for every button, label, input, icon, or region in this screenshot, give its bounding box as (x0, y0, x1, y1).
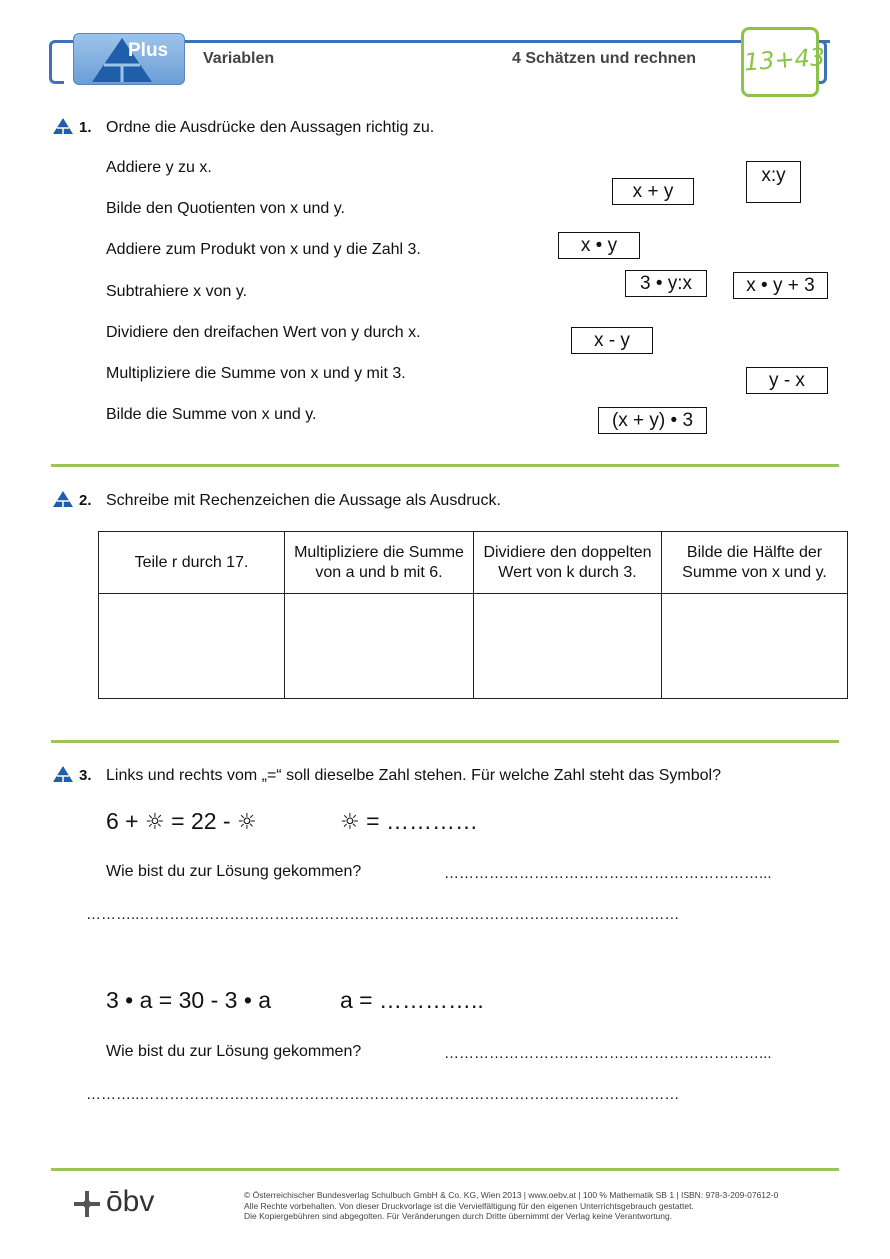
statement: Addiere zum Produkt von x und y die Zahl 3. (106, 241, 421, 258)
copyright-line: Alle Rechte vorbehalten. Von dieser Druckvorlage ist die Vervielfältigung für den eigenen Unterrichtsgebrauch gestattet. (244, 1200, 694, 1211)
table-answer-row (99, 594, 848, 699)
expression-box[interactable]: y - x (746, 367, 828, 394)
publisher-mark-icon (73, 1190, 101, 1218)
chapter-title: 4 Schätzen und rechnen (512, 50, 697, 67)
expression-box[interactable]: x - y (571, 327, 653, 354)
statement: Bilde den Quotienten von x und y. (106, 200, 345, 217)
header-bracket-left (49, 40, 64, 84)
task1-instruction: Ordne die Ausdrücke den Aussagen richtig zu. (106, 119, 435, 136)
sun-icon: ☼ (145, 810, 165, 835)
answer-cell[interactable] (285, 594, 474, 699)
difficulty-icon (53, 117, 73, 134)
answer-cell[interactable] (99, 594, 285, 699)
statement: Addiere y zu x. (106, 159, 212, 176)
publisher-logo: ōbv (106, 1185, 155, 1218)
logo-label: Plus (128, 40, 169, 61)
expression-box[interactable]: x • y + 3 (733, 272, 828, 299)
answer-line[interactable]: ………………………………………………………... (444, 865, 772, 882)
equation-1-left: 6 + (106, 808, 139, 834)
equation-1-answer-line (340, 808, 478, 835)
statement: Multipliziere die Summe von x und y mit 3. (106, 365, 406, 382)
statement: Dividiere den dreifachen Wert von y durch x. (106, 324, 421, 341)
answer-line[interactable]: ………..……………………………………………………………………………………………… (86, 1086, 680, 1103)
difficulty-icon (53, 490, 73, 507)
answer-line[interactable]: ………..……………………………………………………………………………………………… (86, 906, 680, 923)
answer-table (98, 531, 848, 699)
section-divider (51, 740, 839, 743)
expression-box[interactable]: 3 • y:x (625, 270, 707, 297)
answer-line[interactable]: ………………………………………………………... (444, 1045, 772, 1062)
expression-box[interactable]: x • y (558, 232, 640, 259)
badge-label: 13+43 (743, 42, 827, 77)
task1-number: 1. (79, 119, 92, 136)
table-header-cell: Multipliziere die Summe von a und b mit 6. (285, 532, 474, 594)
expression-box[interactable]: x:y (746, 161, 801, 203)
equation-1-middle: = 22 - (171, 808, 231, 834)
table-header-cell: Bilde die Hälfte der Summe von x und y. (662, 532, 848, 594)
equation-2-answer[interactable]: a = ………….. (340, 987, 484, 1013)
answer-cell[interactable] (662, 594, 848, 699)
statement: Subtrahiere x von y. (106, 283, 248, 300)
task3-instruction: Links und rechts vom „=“ soll dieselbe Zahl stehen. Für welche Zahl steht das Symbol? (106, 767, 721, 784)
footer-divider (51, 1168, 839, 1171)
method-question: Wie bist du zur Lösung gekommen? (106, 863, 362, 880)
sun-icon: ☼ (237, 810, 257, 835)
statement: Bilde die Summe von x und y. (106, 406, 317, 423)
task2-number: 2. (79, 492, 92, 509)
equation-1 (106, 808, 257, 835)
topic-title: Variablen (203, 50, 275, 67)
expression-box[interactable]: (x + y) • 3 (598, 407, 707, 434)
table-header-cell: Teile r durch 17. (99, 532, 285, 594)
table-header-cell: Dividiere den doppelten Wert von k durch 3. (474, 532, 662, 594)
chapter-badge (741, 27, 827, 97)
copyright-line: © Österreichischer Bundesverlag Schulbuch GmbH & Co. KG, Wien 2013 | www.oebv.at | 100 % Mathematik SB 1 | ISBN: 978-3-209-07612-0 (244, 1190, 779, 1200)
task2-instruction: Schreibe mit Rechenzeichen die Aussage als Ausdruck. (106, 492, 501, 509)
equation-1-answer[interactable]: = ………… (366, 808, 478, 834)
sun-icon: ☼ (340, 810, 360, 835)
section-divider (51, 464, 839, 467)
method-question: Wie bist du zur Lösung gekommen? (106, 1043, 362, 1060)
copyright-line: Die Kopiergebühren sind abgegolten. Für Veränderungen durch Dritte übernimmt der Verlag keine Verantwortung. (244, 1211, 673, 1221)
task3-number: 3. (79, 767, 92, 784)
difficulty-icon (53, 765, 73, 782)
expression-box[interactable]: x + y (612, 178, 694, 205)
table-header-row (99, 532, 848, 594)
equation-2: 3 • a = 30 - 3 • a (106, 987, 272, 1013)
answer-cell[interactable] (474, 594, 662, 699)
copyright-notice (244, 1190, 778, 1222)
